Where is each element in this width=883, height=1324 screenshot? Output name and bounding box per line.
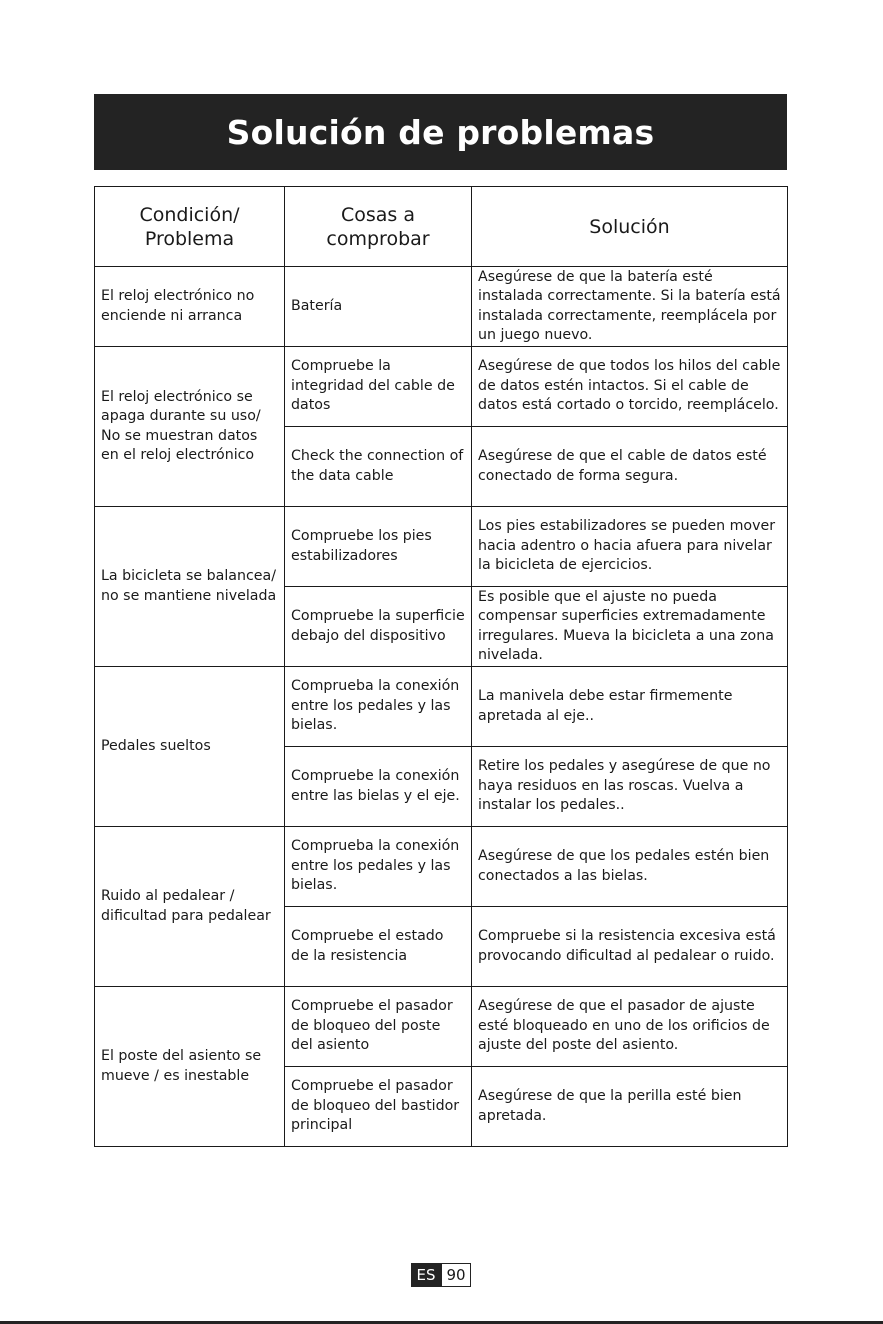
table-row <box>95 267 788 347</box>
check-cell: Compruebe el pasador de bloqueo del bastidor principal <box>285 1067 472 1147</box>
solution-cell: Asegúrese de que el cable de datos esté conectado de forma segura. <box>472 427 788 507</box>
troubleshooting-table <box>94 186 788 1147</box>
header-solution: Solución <box>472 187 788 267</box>
page-title: Solución de problemas <box>226 112 655 152</box>
language-badge: ES <box>411 1263 441 1287</box>
solution-cell: Retire los pedales y asegúrese de que no haya residuos en las roscas. Vuelva a instalar los pedales.. <box>472 747 788 827</box>
page-footer <box>411 1263 471 1287</box>
header-checks: Cosas a comprobar <box>285 187 472 267</box>
check-cell: Compruebe los pies estabilizadores <box>285 507 472 587</box>
table-row <box>95 827 788 907</box>
check-cell: Comprueba la conexión entre los pedales y las bielas. <box>285 667 472 747</box>
check-cell: Batería <box>285 267 472 347</box>
condition-cell: Ruido al pedalear / dificultad para pedalear <box>95 827 285 987</box>
table-row <box>95 507 788 587</box>
solution-cell: Los pies estabilizadores se pueden mover hacia adentro o hacia afuera para nivelar la bicicleta de ejercicios. <box>472 507 788 587</box>
solution-cell: Asegúrese de que todos los hilos del cable de datos estén intactos. Si el cable de datos está cortado o torcido, reemplácelo. <box>472 347 788 427</box>
solution-cell: La manivela debe estar firmemente apretada al eje.. <box>472 667 788 747</box>
solution-cell: Compruebe si la resistencia excesiva está provocando dificultad al pedalear o ruido. <box>472 907 788 987</box>
solution-cell: Asegúrese de que los pedales estén bien conectados a las bielas. <box>472 827 788 907</box>
table-row <box>95 987 788 1067</box>
condition-cell: El reloj electrónico se apaga durante su uso/ No se muestran datos en el reloj electrónico <box>95 347 285 507</box>
check-cell: Compruebe la conexión entre las bielas y el eje. <box>285 747 472 827</box>
title-banner <box>94 94 787 170</box>
table-row <box>95 347 788 427</box>
page-number: 90 <box>441 1263 471 1287</box>
condition-cell: El poste del asiento se mueve / es inestable <box>95 987 285 1147</box>
condition-cell: Pedales sueltos <box>95 667 285 827</box>
check-cell: Compruebe la integridad del cable de datos <box>285 347 472 427</box>
solution-cell: Asegúrese de que la perilla esté bien apretada. <box>472 1067 788 1147</box>
condition-cell: El reloj electrónico no enciende ni arranca <box>95 267 285 347</box>
check-cell: Comprueba la conexión entre los pedales y las bielas. <box>285 827 472 907</box>
header-condition: Condición/ Problema <box>95 187 285 267</box>
check-cell: Compruebe el pasador de bloqueo del poste del asiento <box>285 987 472 1067</box>
condition-cell: La bicicleta se balancea/ no se mantiene nivelada <box>95 507 285 667</box>
header-row <box>95 187 788 267</box>
check-cell: Compruebe el estado de la resistencia <box>285 907 472 987</box>
solution-cell: Asegúrese de que el pasador de ajuste esté bloqueado en uno de los orificios de ajuste del poste del asiento. <box>472 987 788 1067</box>
check-cell: Compruebe la superficie debajo del dispositivo <box>285 587 472 667</box>
check-cell: Check the connection of the data cable <box>285 427 472 507</box>
solution-cell: Asegúrese de que la batería esté instalada correctamente. Si la batería está instalada correctamente, reemplácela por un juego nuevo. <box>472 267 788 347</box>
solution-cell: Es posible que el ajuste no pueda compensar superficies extremadamente irregulares. Mueva la bicicleta a una zona nivelada. <box>472 587 788 667</box>
table-row <box>95 667 788 747</box>
